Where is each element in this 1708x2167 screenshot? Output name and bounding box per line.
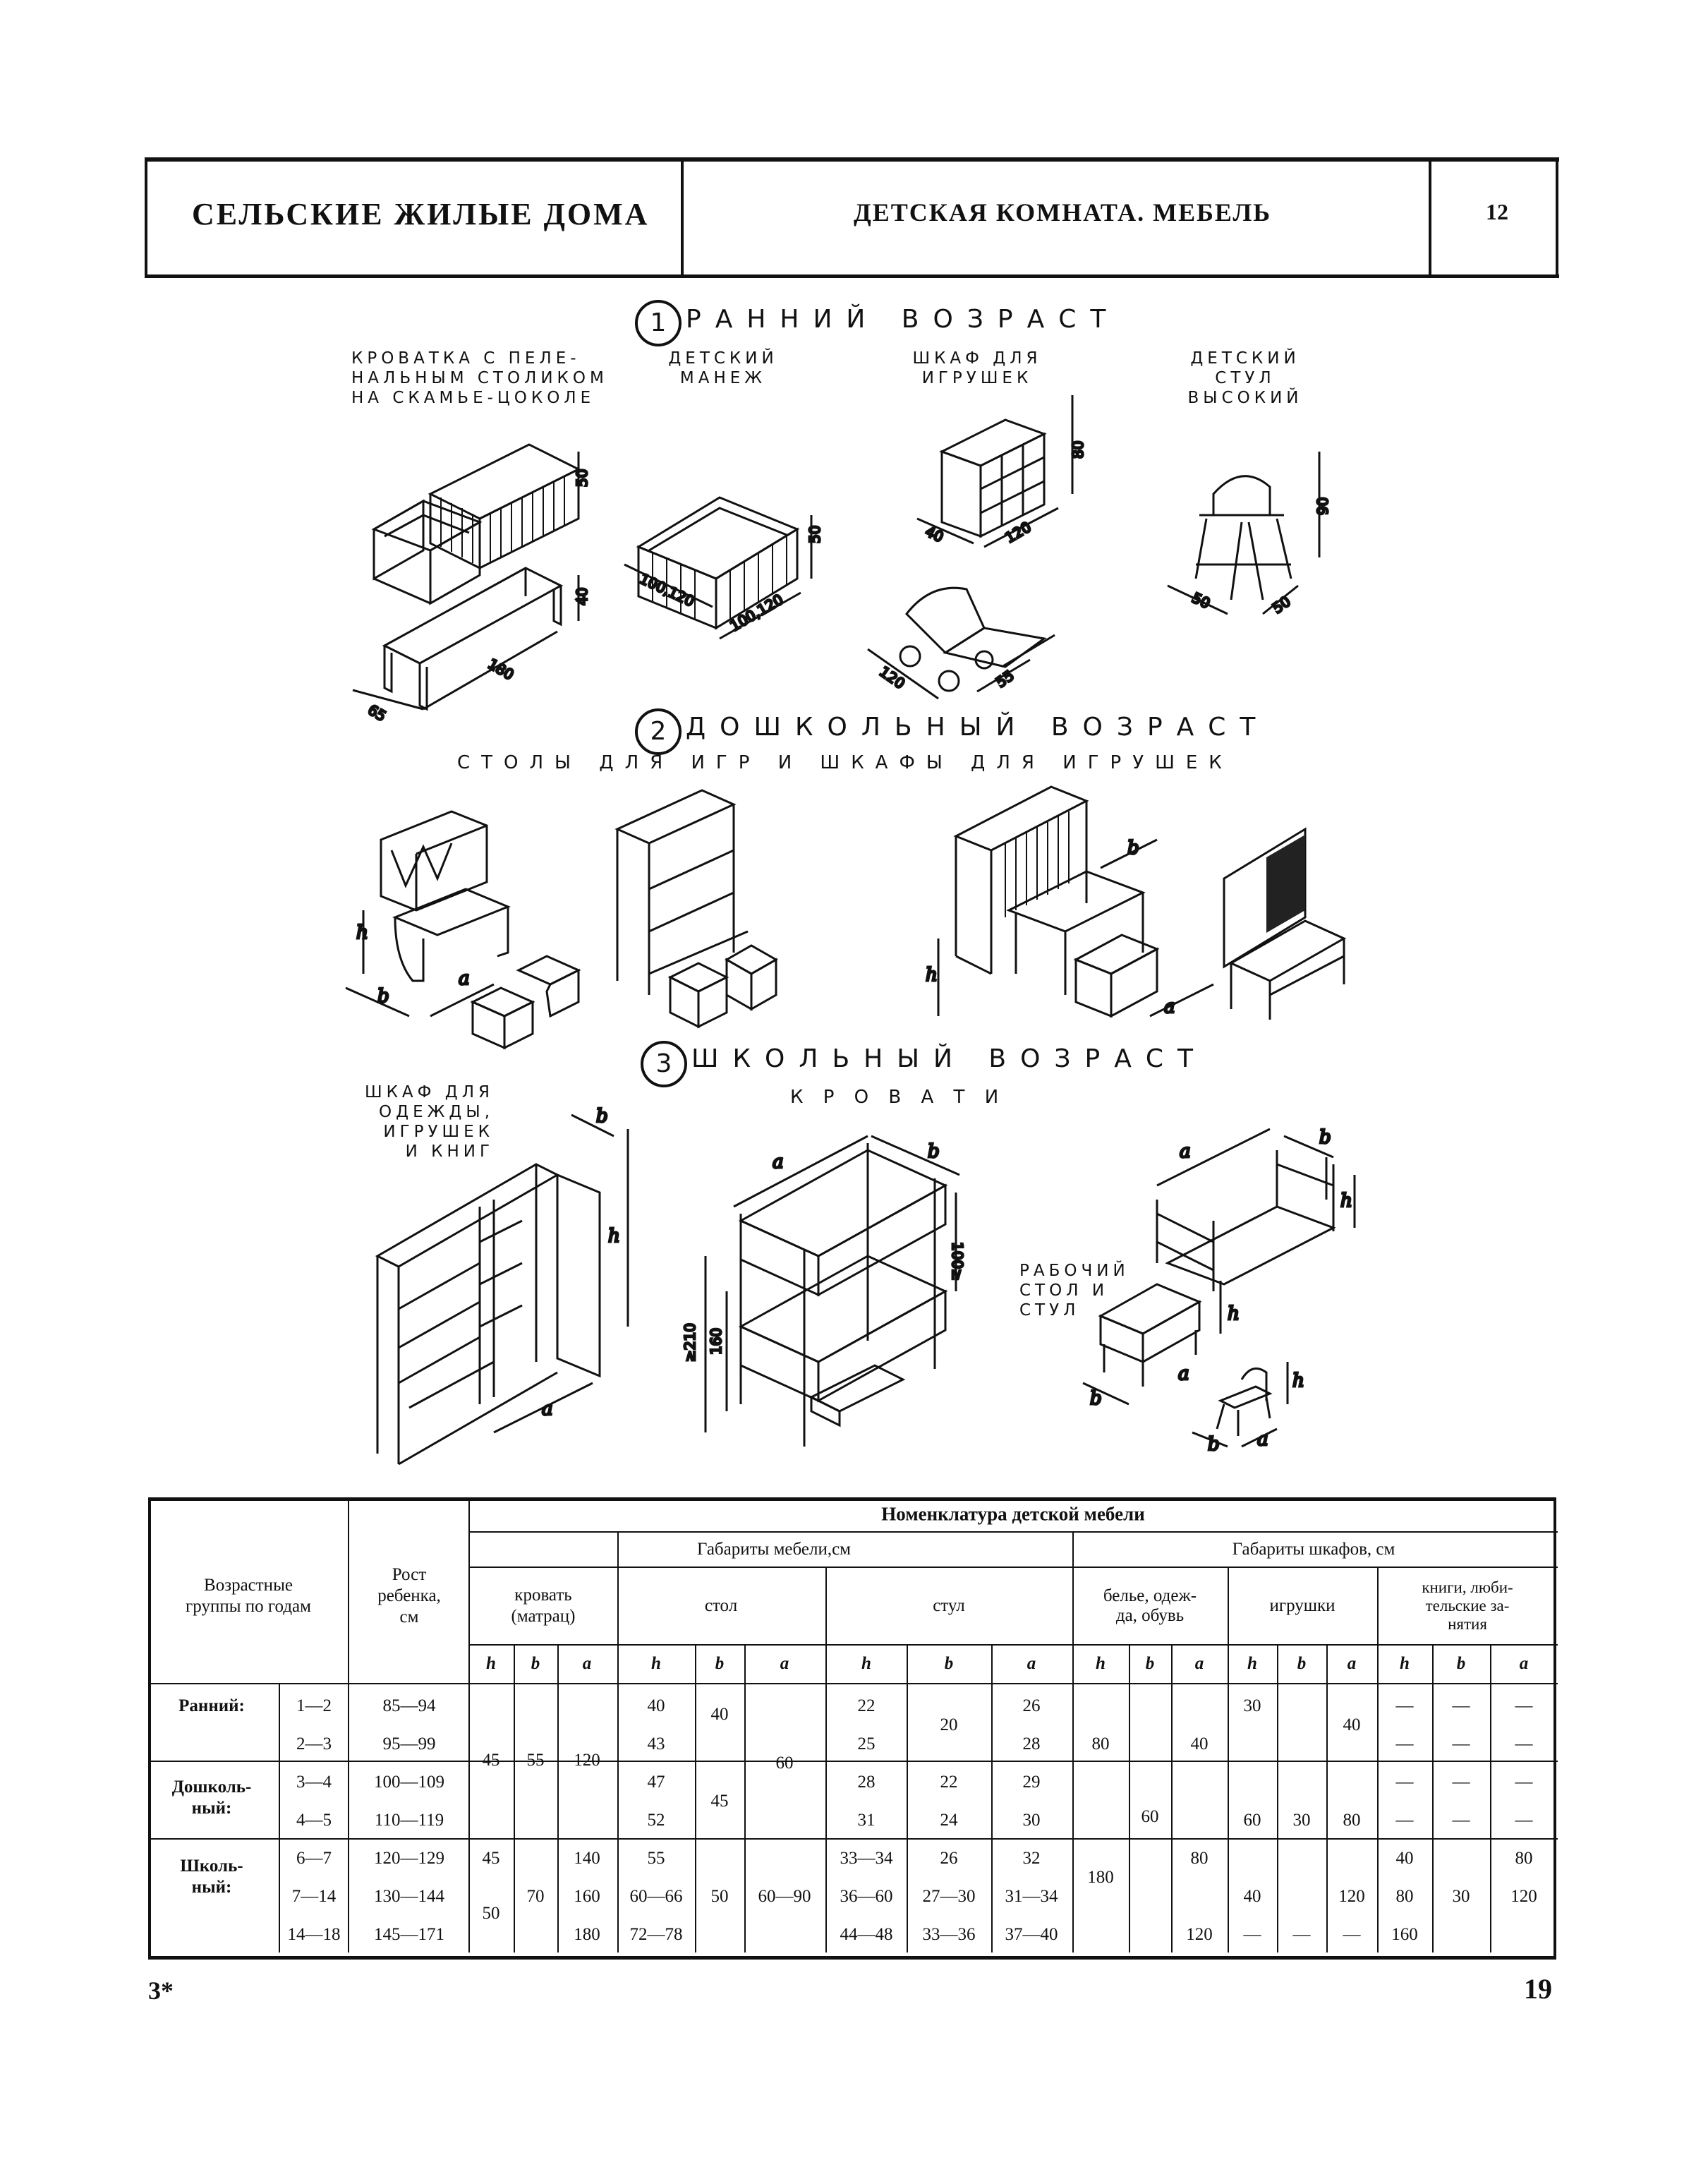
bed-a: 180 — [574, 1925, 600, 1944]
dim-letter: h — [1228, 1303, 1240, 1324]
sub-toys-header: игрушки — [1269, 1596, 1335, 1615]
table-a: 60—90 — [758, 1887, 811, 1906]
section-title: ДОШКОЛЬНЫЙ ВОЗРАСТ — [686, 713, 1270, 742]
dim-letter: b — [1127, 838, 1139, 859]
dim-letter: h — [608, 1226, 620, 1247]
table-border — [148, 1501, 151, 1956]
books-a: 80 — [1515, 1849, 1533, 1868]
dim-letter: h — [1340, 1190, 1352, 1212]
table-h: 60—66 — [629, 1887, 683, 1906]
years-cell: 1—2 — [296, 1696, 332, 1715]
wardrobe-drawing — [377, 1115, 628, 1464]
bunk-bed-drawing — [705, 1136, 959, 1447]
age-group: Дошколь- ный: — [171, 1777, 252, 1818]
books-dash: — — [1452, 1811, 1470, 1830]
height-cell: 85—94 — [382, 1696, 436, 1715]
chair-h: 31 — [857, 1811, 876, 1830]
table-a: 60 — [775, 1753, 794, 1773]
books-b: 30 — [1452, 1887, 1470, 1906]
letter-cell: h — [486, 1654, 496, 1673]
letter-cell: b — [715, 1654, 725, 1673]
height-cell: 130—144 — [374, 1887, 444, 1906]
letter-cell: h — [651, 1654, 661, 1673]
dim-label: 50 — [806, 525, 823, 543]
books-h: 160 — [1391, 1925, 1418, 1944]
dim-label: 50 — [1269, 592, 1294, 617]
toys-dash: — — [1292, 1925, 1311, 1944]
group-furniture-header: Габариты мебели,см — [696, 1540, 852, 1559]
toys-h: 40 — [1243, 1887, 1261, 1906]
caption-wardrobe: ШКАФ ДЛЯ ОДЕЖДЫ, ИГРУШЕК И КНИГ — [364, 1083, 494, 1161]
chair-b: 20 — [940, 1715, 958, 1734]
dim-letter: a — [1178, 1363, 1189, 1384]
letter-cell: a — [1519, 1654, 1529, 1673]
dim-label: 100≥ — [949, 1242, 966, 1281]
chair-a: 28 — [1022, 1734, 1041, 1753]
books-dash: — — [1452, 1696, 1470, 1715]
letter-cell: b — [944, 1654, 954, 1673]
bed-a: 160 — [574, 1887, 600, 1906]
dim-label: 90 — [1314, 497, 1331, 515]
toys-dash: — — [1343, 1925, 1361, 1944]
books-dash: — — [1395, 1696, 1414, 1715]
section-title: РАННИЙ ВОЗРАСТ — [686, 305, 1120, 334]
letter-cell: h — [1400, 1654, 1410, 1673]
letter-cell: b — [1297, 1654, 1307, 1673]
grid-line — [907, 1644, 908, 1952]
letter-cell: b — [1456, 1654, 1466, 1673]
chair-b: 33—36 — [922, 1925, 976, 1944]
letter-cell: a — [1347, 1654, 1357, 1673]
table-h: 55 — [647, 1849, 665, 1868]
col-age-header: Возрастные группы по годам — [186, 1576, 311, 1616]
letter-cell: a — [582, 1654, 592, 1673]
section-subtitle: СТОЛЫ ДЛЯ ИГР И ШКАФЫ ДЛЯ ИГРУШЕК — [457, 752, 1233, 773]
table-h: 52 — [647, 1811, 665, 1830]
letter-cell: b — [531, 1654, 540, 1673]
bed-b: 70 — [526, 1887, 545, 1906]
height-cell: 145—171 — [374, 1925, 444, 1944]
shelf-unit-drawing — [617, 790, 776, 1027]
linen-a: 120 — [1186, 1925, 1213, 1944]
section-number: 1 — [635, 300, 682, 346]
toy-cabinet-drawing — [917, 395, 1072, 547]
dim-label: 100,120 — [636, 569, 697, 610]
dim-letter: b — [1208, 1434, 1220, 1455]
header-center-title: ДЕТСКАЯ КОМНАТА. МЕБЕЛЬ — [854, 198, 1272, 227]
grid-line — [468, 1497, 470, 1952]
table-h: 47 — [647, 1773, 665, 1792]
letter-cell: a — [1026, 1654, 1036, 1673]
chair-a: 31—34 — [1005, 1887, 1058, 1906]
grid-line — [514, 1644, 515, 1952]
toys-h: 30 — [1243, 1696, 1261, 1715]
dim-letter: h — [356, 922, 368, 943]
table-border — [1553, 1501, 1556, 1956]
grid-line — [1072, 1531, 1074, 1952]
bed-b: 55 — [526, 1751, 545, 1770]
grid-line — [1432, 1644, 1434, 1952]
bed-a: 120 — [574, 1751, 600, 1770]
dim-letter: b — [596, 1106, 608, 1127]
years-cell: 7—14 — [291, 1887, 337, 1906]
grid-line — [348, 1497, 349, 1952]
caption-toy-cabinet: ШКАФ ДЛЯ ИГРУШЕК — [912, 349, 1042, 387]
caption-playpen: ДЕТСКИЙ МАНЕЖ — [668, 349, 778, 387]
grid-line — [557, 1644, 559, 1952]
books-dash: — — [1515, 1734, 1533, 1753]
dim-label: 80 — [1070, 440, 1086, 459]
books-dash: — — [1452, 1734, 1470, 1753]
letter-cell: a — [780, 1654, 789, 1673]
cabinet-table-drawing — [938, 787, 1213, 1016]
grid-line — [991, 1644, 993, 1952]
bed-h: 45 — [482, 1751, 500, 1770]
col-height-header: Рост ребенка, см — [377, 1565, 441, 1626]
chair-b: 27—30 — [922, 1887, 976, 1906]
sub-bed-header: кровать (матрац) — [511, 1586, 576, 1626]
high-chair-drawing — [1168, 452, 1319, 614]
books-dash: — — [1452, 1773, 1470, 1792]
grid-line — [1228, 1567, 1229, 1952]
years-cell: 6—7 — [296, 1849, 332, 1868]
chair-a: 30 — [1022, 1811, 1041, 1830]
dim-label: 55 — [993, 666, 1017, 692]
dim-letter: a — [773, 1152, 784, 1173]
section-subtitle: К Р О В А Т И — [790, 1087, 1006, 1108]
bed-h: 50 — [482, 1904, 500, 1923]
books-h: 40 — [1395, 1849, 1414, 1868]
dim-letter: h — [1292, 1370, 1304, 1392]
dim-label: 160 — [708, 1327, 725, 1355]
dim-label: 65 — [365, 701, 389, 725]
letter-cell: h — [861, 1654, 871, 1673]
grid-line — [1171, 1644, 1173, 1952]
chair-h: 36—60 — [840, 1887, 893, 1906]
dim-letter: h — [926, 965, 938, 986]
table-b: 50 — [710, 1887, 729, 1906]
books-dash: — — [1395, 1811, 1414, 1830]
chair-a: 32 — [1022, 1849, 1041, 1868]
grid-line — [279, 1683, 280, 1952]
dim-letter: a — [1257, 1429, 1268, 1450]
grid-line — [1277, 1644, 1278, 1952]
chair-h: 33—34 — [840, 1849, 893, 1868]
dim-letter: b — [377, 986, 389, 1007]
grid-line — [617, 1531, 619, 1952]
dim-letter: b — [1090, 1388, 1102, 1409]
grid-line — [825, 1567, 827, 1952]
playpen-drawing — [624, 497, 811, 639]
section-number: 2 — [635, 708, 682, 755]
chair-b: 22 — [940, 1773, 958, 1792]
page-code: 12 — [1486, 199, 1508, 224]
toys-h: 60 — [1243, 1811, 1261, 1830]
height-cell: 110—119 — [374, 1811, 444, 1830]
grid-line — [468, 1644, 1558, 1646]
section-title: ШКОЛЬНЫЙ ВОЗРАСТ — [691, 1044, 1207, 1073]
books-dash: — — [1395, 1773, 1414, 1792]
table-h: 72—78 — [629, 1925, 683, 1944]
chair-a: 29 — [1022, 1773, 1041, 1792]
sub-chair-header: стул — [933, 1596, 965, 1615]
sub-books-header: книги, люби- тельские за- нятия — [1422, 1579, 1513, 1633]
grid-line — [468, 1567, 1558, 1568]
grid-line — [744, 1644, 746, 1952]
books-dash: — — [1515, 1811, 1533, 1830]
group-cabinets-header: Габариты шкафов, см — [1232, 1540, 1395, 1559]
letter-cell: h — [1247, 1654, 1257, 1673]
toys-a: 120 — [1338, 1887, 1365, 1906]
chair-a: 37—40 — [1005, 1925, 1058, 1944]
height-cell: 100—109 — [374, 1773, 444, 1792]
height-cell: 95—99 — [382, 1734, 436, 1753]
dim-label: 50 — [1189, 588, 1213, 612]
chair-b: 26 — [940, 1849, 958, 1868]
grid-line — [1129, 1644, 1130, 1952]
grid-line — [148, 1838, 1558, 1840]
grid-line — [1326, 1644, 1328, 1952]
dim-letter: a — [459, 968, 470, 989]
chair-h: 25 — [857, 1734, 876, 1753]
dim-label: 40 — [922, 522, 947, 546]
linen-h: 180 — [1087, 1868, 1114, 1887]
page-number: 19 — [1524, 1973, 1552, 2005]
books-h: 80 — [1395, 1887, 1414, 1906]
caption-high-chair: ДЕТСКИЙ СТУЛ ВЫСОКИЙ — [1187, 349, 1303, 407]
dim-label: 180 — [485, 655, 517, 684]
chair-h: 28 — [857, 1773, 876, 1792]
grid-line — [148, 1761, 1558, 1762]
years-cell: 14—18 — [287, 1925, 341, 1944]
age-group: Школь- ный: — [180, 1857, 243, 1897]
section-number: 3 — [641, 1041, 687, 1087]
dim-label: 120 — [1002, 518, 1034, 547]
years-cell: 4—5 — [296, 1811, 332, 1830]
crib-drawing — [353, 445, 579, 709]
linen-b: 60 — [1141, 1807, 1159, 1826]
chair-h: 22 — [857, 1696, 876, 1715]
table-b: 45 — [710, 1792, 729, 1811]
header-left-title: СЕЛЬСКИЕ ЖИЛЫЕ ДОМА — [192, 197, 650, 231]
dim-letter: a — [1164, 996, 1175, 1018]
table-title: Номенклатура детской мебели — [881, 1503, 1145, 1525]
sub-linen-header: белье, одеж- да, обувь — [1103, 1586, 1197, 1625]
books-a: 120 — [1510, 1887, 1537, 1906]
letter-cell: h — [1096, 1654, 1106, 1673]
linen-h: 80 — [1091, 1734, 1110, 1753]
toys-a: 40 — [1343, 1715, 1361, 1734]
years-cell: 3—4 — [296, 1773, 332, 1792]
table-h: 43 — [647, 1734, 665, 1753]
chair-h: 44—48 — [840, 1925, 893, 1944]
grid-line — [1377, 1567, 1379, 1952]
caption-desk-chair: РАБОЧИЙ СТОЛ И СТУЛ — [1019, 1262, 1129, 1320]
years-cell: 2—3 — [296, 1734, 332, 1753]
bed-a: 140 — [574, 1849, 600, 1868]
toys-dash: — — [1243, 1925, 1261, 1944]
caption-crib: КРОВАТКА С ПЕЛЕ- НАЛЬНЫМ СТОЛИКОМ НА СКАМЬЕ-ЦОКОЛЕ — [351, 349, 608, 407]
chair-b: 24 — [940, 1811, 958, 1830]
books-dash: — — [1515, 1773, 1533, 1792]
grid-line — [695, 1644, 696, 1952]
table-h: 40 — [647, 1696, 665, 1715]
dim-letter: b — [928, 1141, 940, 1162]
dim-letter: a — [542, 1399, 553, 1420]
books-dash: — — [1515, 1696, 1533, 1715]
footer-left: 3* — [148, 1976, 174, 2005]
sub-table-header: стол — [704, 1596, 738, 1615]
dim-label: ≥210 — [682, 1323, 698, 1362]
letter-cell: b — [1145, 1654, 1155, 1673]
toys-a: 80 — [1343, 1811, 1361, 1830]
grid-line — [1490, 1644, 1491, 1952]
dim-label: 40 — [574, 587, 590, 605]
dim-label: 120 — [876, 663, 909, 692]
letter-cell: a — [1194, 1654, 1204, 1673]
dim-label: 100,120 — [727, 591, 787, 635]
age-group: Ранний: — [178, 1696, 245, 1715]
books-dash: — — [1395, 1734, 1414, 1753]
linen-a: 80 — [1190, 1849, 1209, 1868]
play-desk-drawing — [346, 811, 579, 1048]
height-cell: 120—129 — [374, 1849, 444, 1868]
grid-line — [148, 1683, 1558, 1684]
board-table-drawing — [1224, 829, 1344, 1020]
table-b: 40 — [710, 1705, 729, 1724]
dim-letter: b — [1319, 1127, 1331, 1148]
dim-letter: a — [1180, 1141, 1191, 1162]
linen-a: 40 — [1190, 1734, 1209, 1753]
toys-b: 30 — [1292, 1811, 1311, 1830]
bed-h: 45 — [482, 1849, 500, 1868]
chair-a: 26 — [1022, 1696, 1041, 1715]
grid-line — [468, 1531, 1558, 1533]
dim-label: 50 — [574, 469, 590, 487]
